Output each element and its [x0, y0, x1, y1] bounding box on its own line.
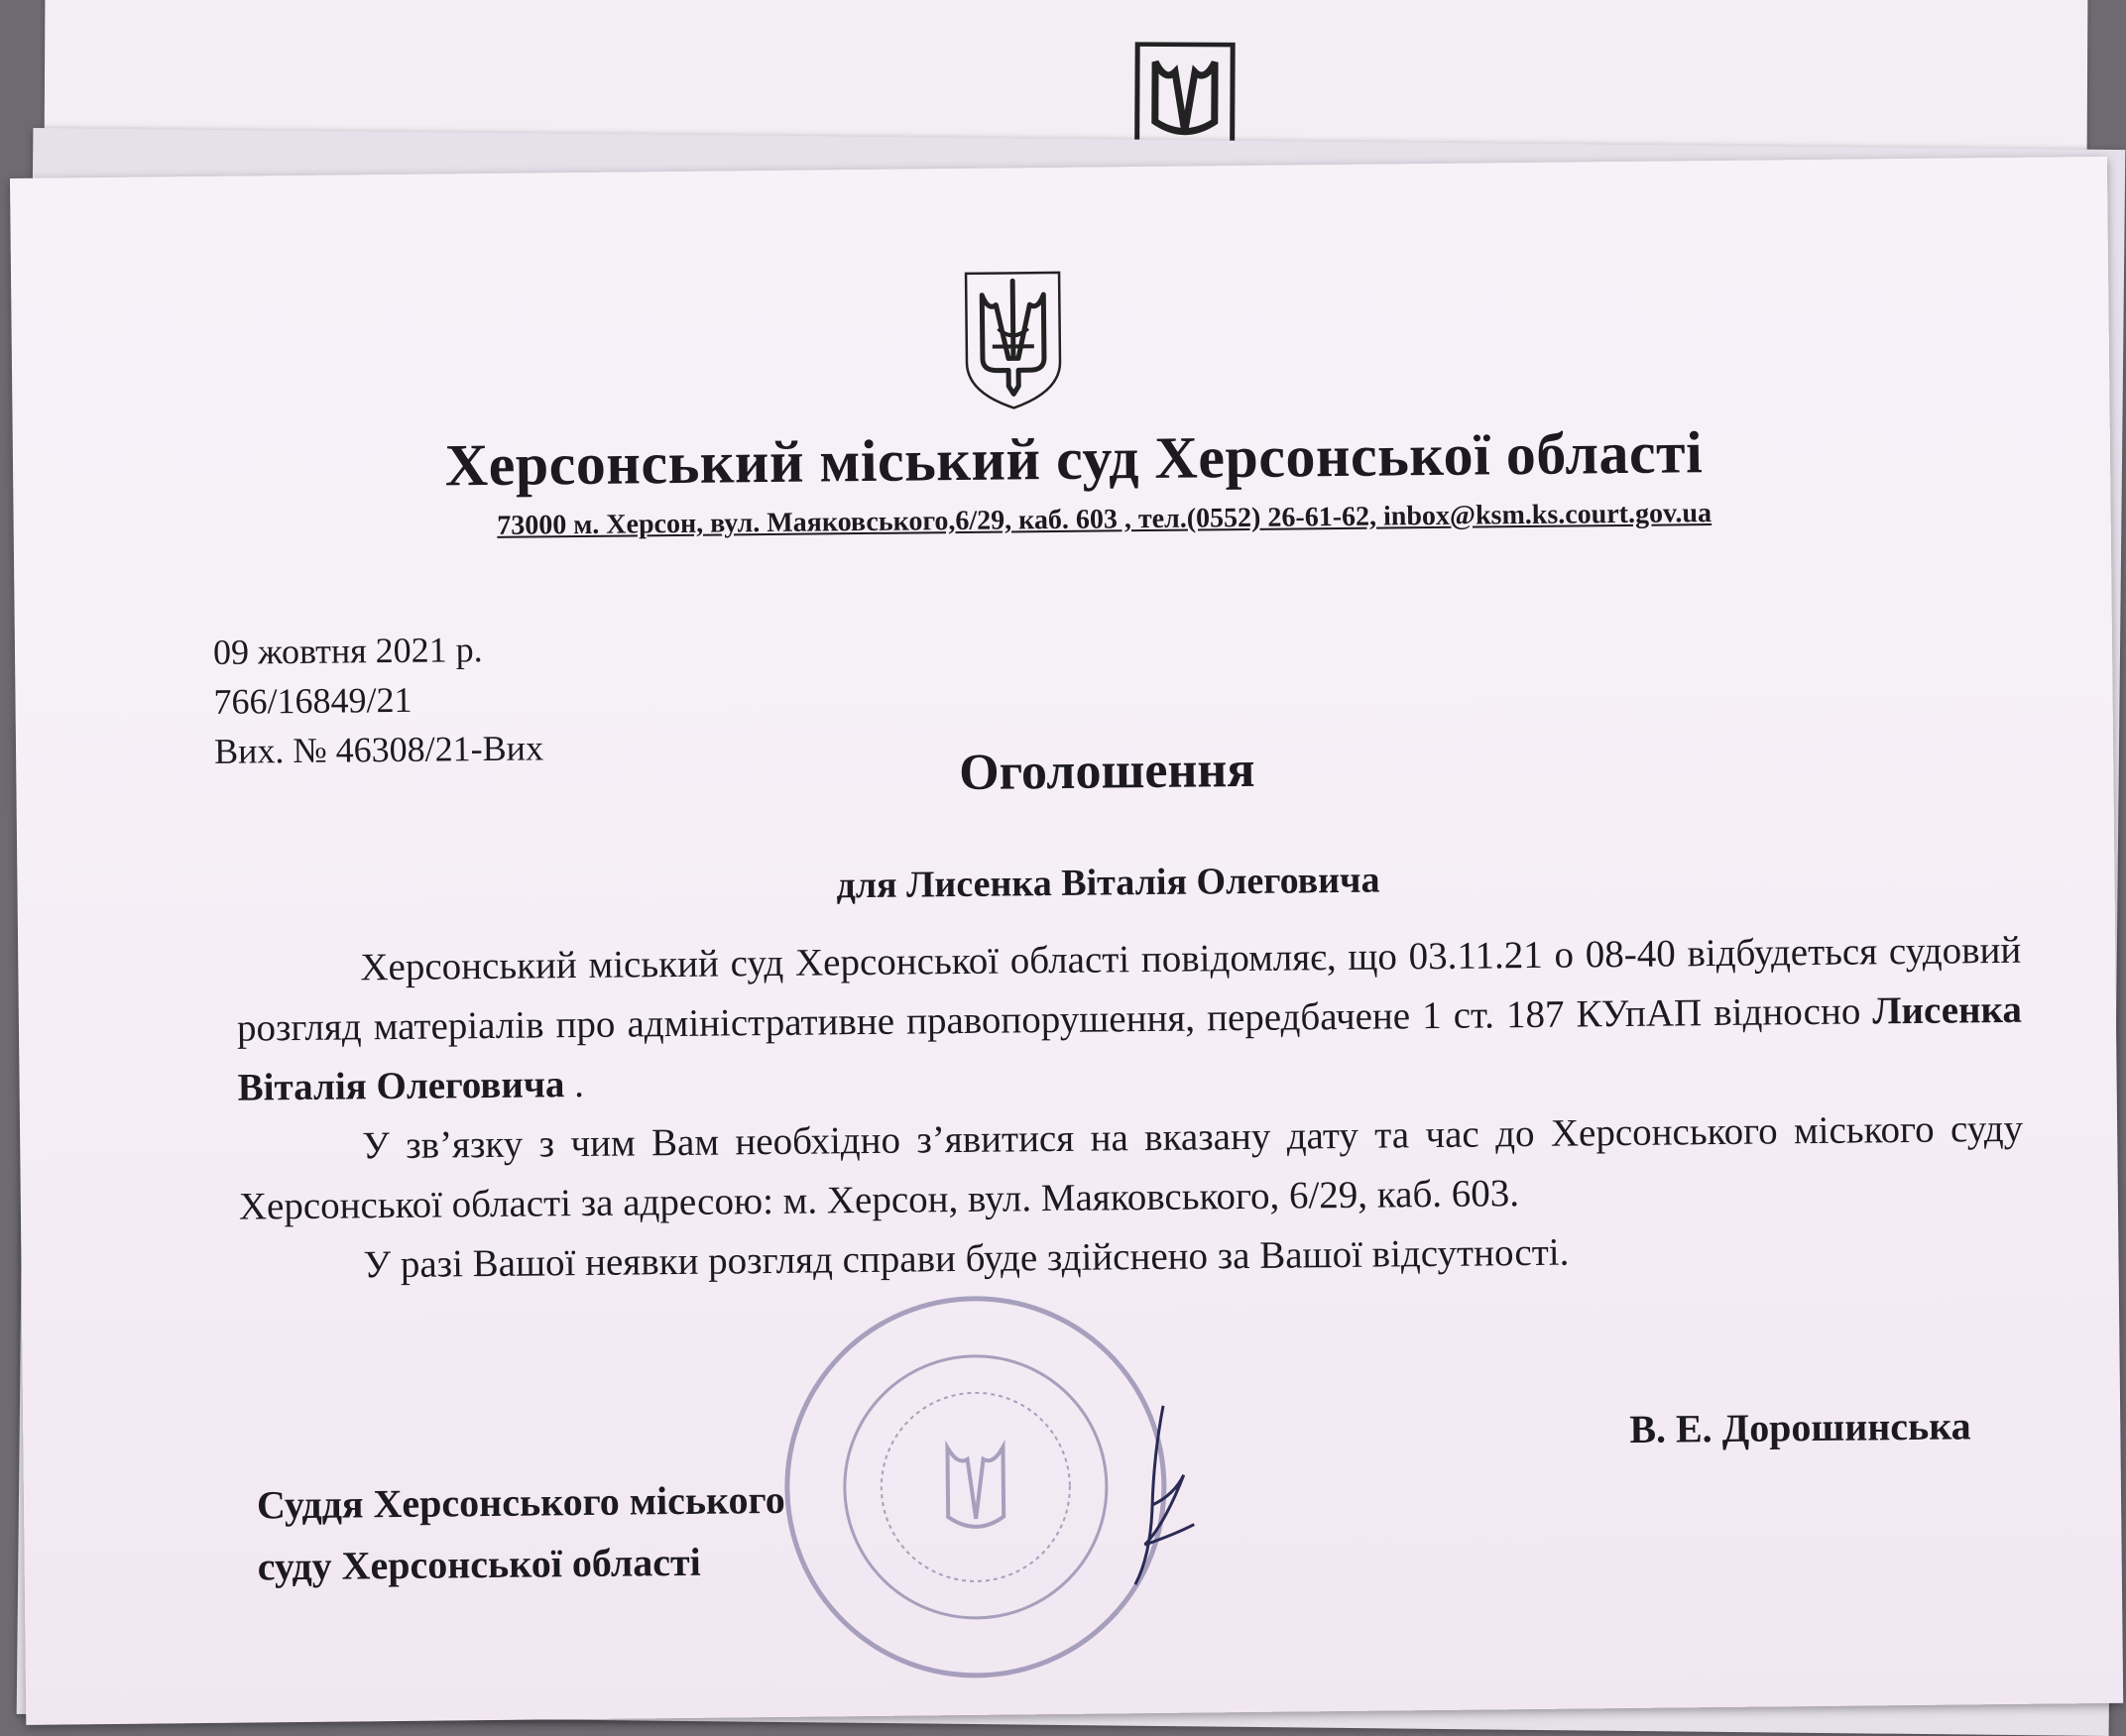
coat-of-arms-icon — [1133, 42, 1238, 152]
court-name-heading: Херсонський міський суд Херсонської області — [444, 419, 1704, 499]
handwritten-signature — [1094, 1395, 1215, 1594]
court-address: 73000 м. Херсон, вул. Маяковського,6/29, каб. 603 , тел.(0552) 26-61-62, inbox@ksm.ks.court.gov.ua — [497, 498, 1713, 541]
trident-coat-of-arms-icon — [958, 267, 1069, 412]
outgoing-number: Вих. № 46308/21-Вих — [213, 728, 544, 771]
notice-body — [236, 921, 2025, 1297]
notice-paragraph-1: Херсонський міський суд Херсонської області повідомляє, що 03.11.21 о 08-40 відбудеться судовий розгляд матеріалів про адміністративне правопорушення, передбачене 1 ст. 187 КУпАП відносно Лисенка Віталія Олеговича . — [236, 928, 2023, 1109]
notice-paragraph-3: У разі Вашої неявки розгляд справи буде здійснено за Вашої відсутності. — [363, 1230, 1570, 1287]
document-meta — [213, 624, 543, 775]
case-number: 766/16849/21 — [213, 679, 413, 722]
recipient-line: для Лисенка Віталія Олеговича — [836, 859, 1380, 907]
judge-position: Суддя Херсонського міського суду Херсонської області — [256, 1476, 785, 1589]
document-date: 09 жовтня 2021 р. — [212, 630, 483, 672]
judge-name: В. Е. Дорошинська — [1629, 1403, 1971, 1451]
document-title: Оголошення — [958, 741, 1255, 802]
court-notice-sheet — [10, 157, 2123, 1725]
notice-paragraph-2: У зв’язку з чим Вам необхідно з’явитися на вказану дату та час до Херсонського міського суду Херсонської області за адресою: м. Херсон, вул. Маяковського, 6/29, каб. 603. — [238, 1106, 2024, 1228]
defendant-name: Лисенка Віталія Олеговича — [237, 987, 2023, 1109]
